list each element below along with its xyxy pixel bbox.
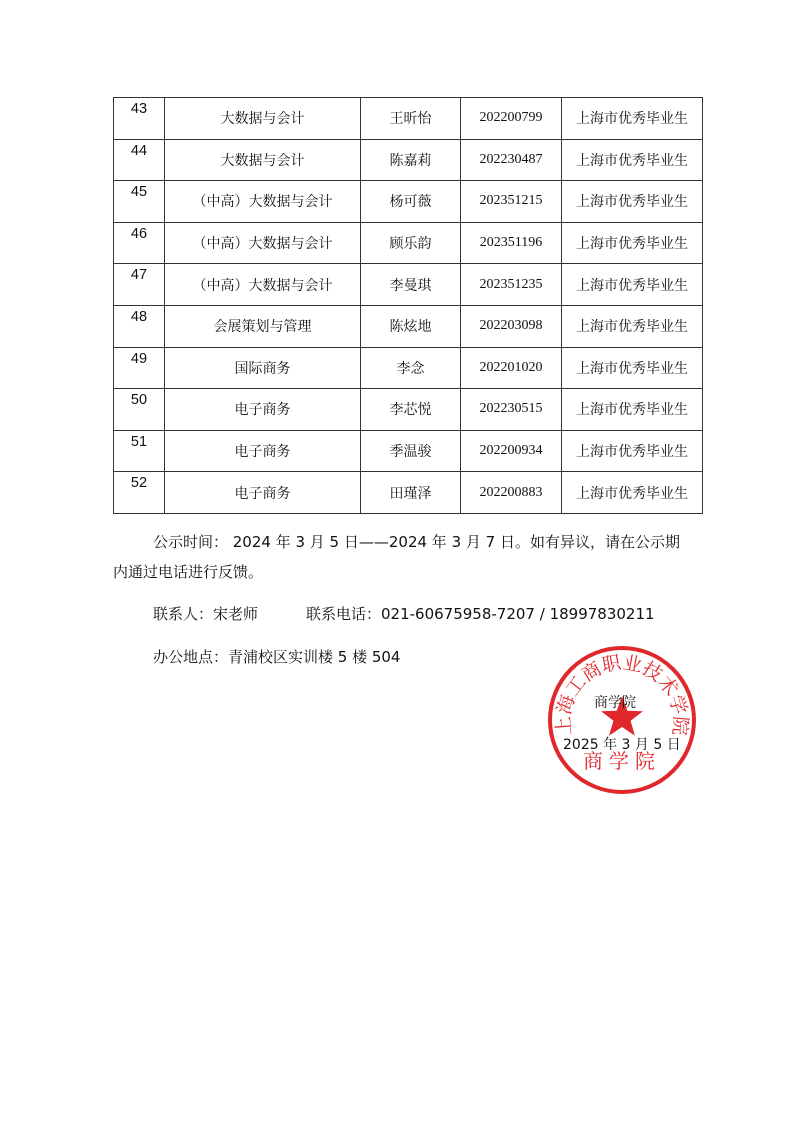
major-cell: 大数据与会计 xyxy=(165,98,361,140)
award-cell: 上海市优秀毕业生 xyxy=(562,181,703,223)
major-cell: （中高）大数据与会计 xyxy=(165,264,361,306)
major-cell: （中高）大数据与会计 xyxy=(165,181,361,223)
student-id-cell: 202200934 xyxy=(461,430,562,472)
row-number: 51 xyxy=(114,430,165,472)
signature-dept: 商学院 xyxy=(594,695,636,711)
student-id-cell: 202351215 xyxy=(461,181,562,223)
table-row xyxy=(114,347,703,389)
major-cell: 国际商务 xyxy=(165,347,361,389)
honor-list-table xyxy=(113,97,703,514)
major-cell: 电子商务 xyxy=(165,472,361,514)
name-cell: 顾乐韵 xyxy=(361,222,461,264)
student-id-cell: 202230515 xyxy=(461,389,562,431)
name-cell: 杨可薇 xyxy=(361,181,461,223)
row-number: 50 xyxy=(114,389,165,431)
student-id-cell: 202200799 xyxy=(461,98,562,140)
table-row xyxy=(114,305,703,347)
award-cell: 上海市优秀毕业生 xyxy=(562,430,703,472)
award-cell: 上海市优秀毕业生 xyxy=(562,98,703,140)
award-cell: 上海市优秀毕业生 xyxy=(562,347,703,389)
table-row xyxy=(114,98,703,140)
table-row xyxy=(114,222,703,264)
table-row xyxy=(114,139,703,181)
major-cell: 会展策划与管理 xyxy=(165,305,361,347)
row-number: 49 xyxy=(114,347,165,389)
table-row xyxy=(114,181,703,223)
row-number: 46 xyxy=(114,222,165,264)
student-id-cell: 202200883 xyxy=(461,472,562,514)
table-row xyxy=(114,430,703,472)
notice-period-line2: 内通过电话进行反馈。 xyxy=(113,563,264,581)
major-cell: 电子商务 xyxy=(165,430,361,472)
award-cell: 上海市优秀毕业生 xyxy=(562,305,703,347)
student-id-cell: 202351196 xyxy=(461,222,562,264)
student-id-cell: 202203098 xyxy=(461,305,562,347)
name-cell: 季温骏 xyxy=(361,430,461,472)
student-id-cell: 202351235 xyxy=(461,264,562,306)
row-number: 48 xyxy=(114,305,165,347)
signature-date: 2025 年 3 月 5 日 xyxy=(563,737,681,753)
office-location: 办公地点：青浦校区实训楼 5 楼 504 xyxy=(153,648,401,666)
table-row xyxy=(114,472,703,514)
row-number: 52 xyxy=(114,472,165,514)
contact-person: 联系人：宋老师 xyxy=(153,605,259,623)
seal-center-text: 商学院 xyxy=(583,749,661,773)
notice-period-line1: 公示时间： 2024 年 3 月 5 日——2024 年 3 月 7 日。如有异议，请在公示期 xyxy=(153,533,680,551)
name-cell: 陈嘉莉 xyxy=(361,139,461,181)
award-cell: 上海市优秀毕业生 xyxy=(562,139,703,181)
name-cell: 田瑾泽 xyxy=(361,472,461,514)
row-number: 47 xyxy=(114,264,165,306)
award-cell: 上海市优秀毕业生 xyxy=(562,389,703,431)
official-seal xyxy=(542,640,702,800)
name-cell: 陈炫地 xyxy=(361,305,461,347)
table-row xyxy=(114,264,703,306)
major-cell: 电子商务 xyxy=(165,389,361,431)
row-number: 44 xyxy=(114,139,165,181)
row-number: 43 xyxy=(114,98,165,140)
award-cell: 上海市优秀毕业生 xyxy=(562,472,703,514)
name-cell: 李芯悦 xyxy=(361,389,461,431)
major-cell: （中高）大数据与会计 xyxy=(165,222,361,264)
row-number: 45 xyxy=(114,181,165,223)
name-cell: 李曼琪 xyxy=(361,264,461,306)
student-id-cell: 202230487 xyxy=(461,139,562,181)
contact-phone: 联系电话：021-60675958-7207 / 18997830211 xyxy=(306,605,655,623)
award-cell: 上海市优秀毕业生 xyxy=(562,264,703,306)
name-cell: 李念 xyxy=(361,347,461,389)
name-cell: 王昕怡 xyxy=(361,98,461,140)
seal-ring-text: 上海工商职业技术学院 xyxy=(552,651,692,737)
award-cell: 上海市优秀毕业生 xyxy=(562,222,703,264)
major-cell: 大数据与会计 xyxy=(165,139,361,181)
table-row xyxy=(114,389,703,431)
student-id-cell: 202201020 xyxy=(461,347,562,389)
